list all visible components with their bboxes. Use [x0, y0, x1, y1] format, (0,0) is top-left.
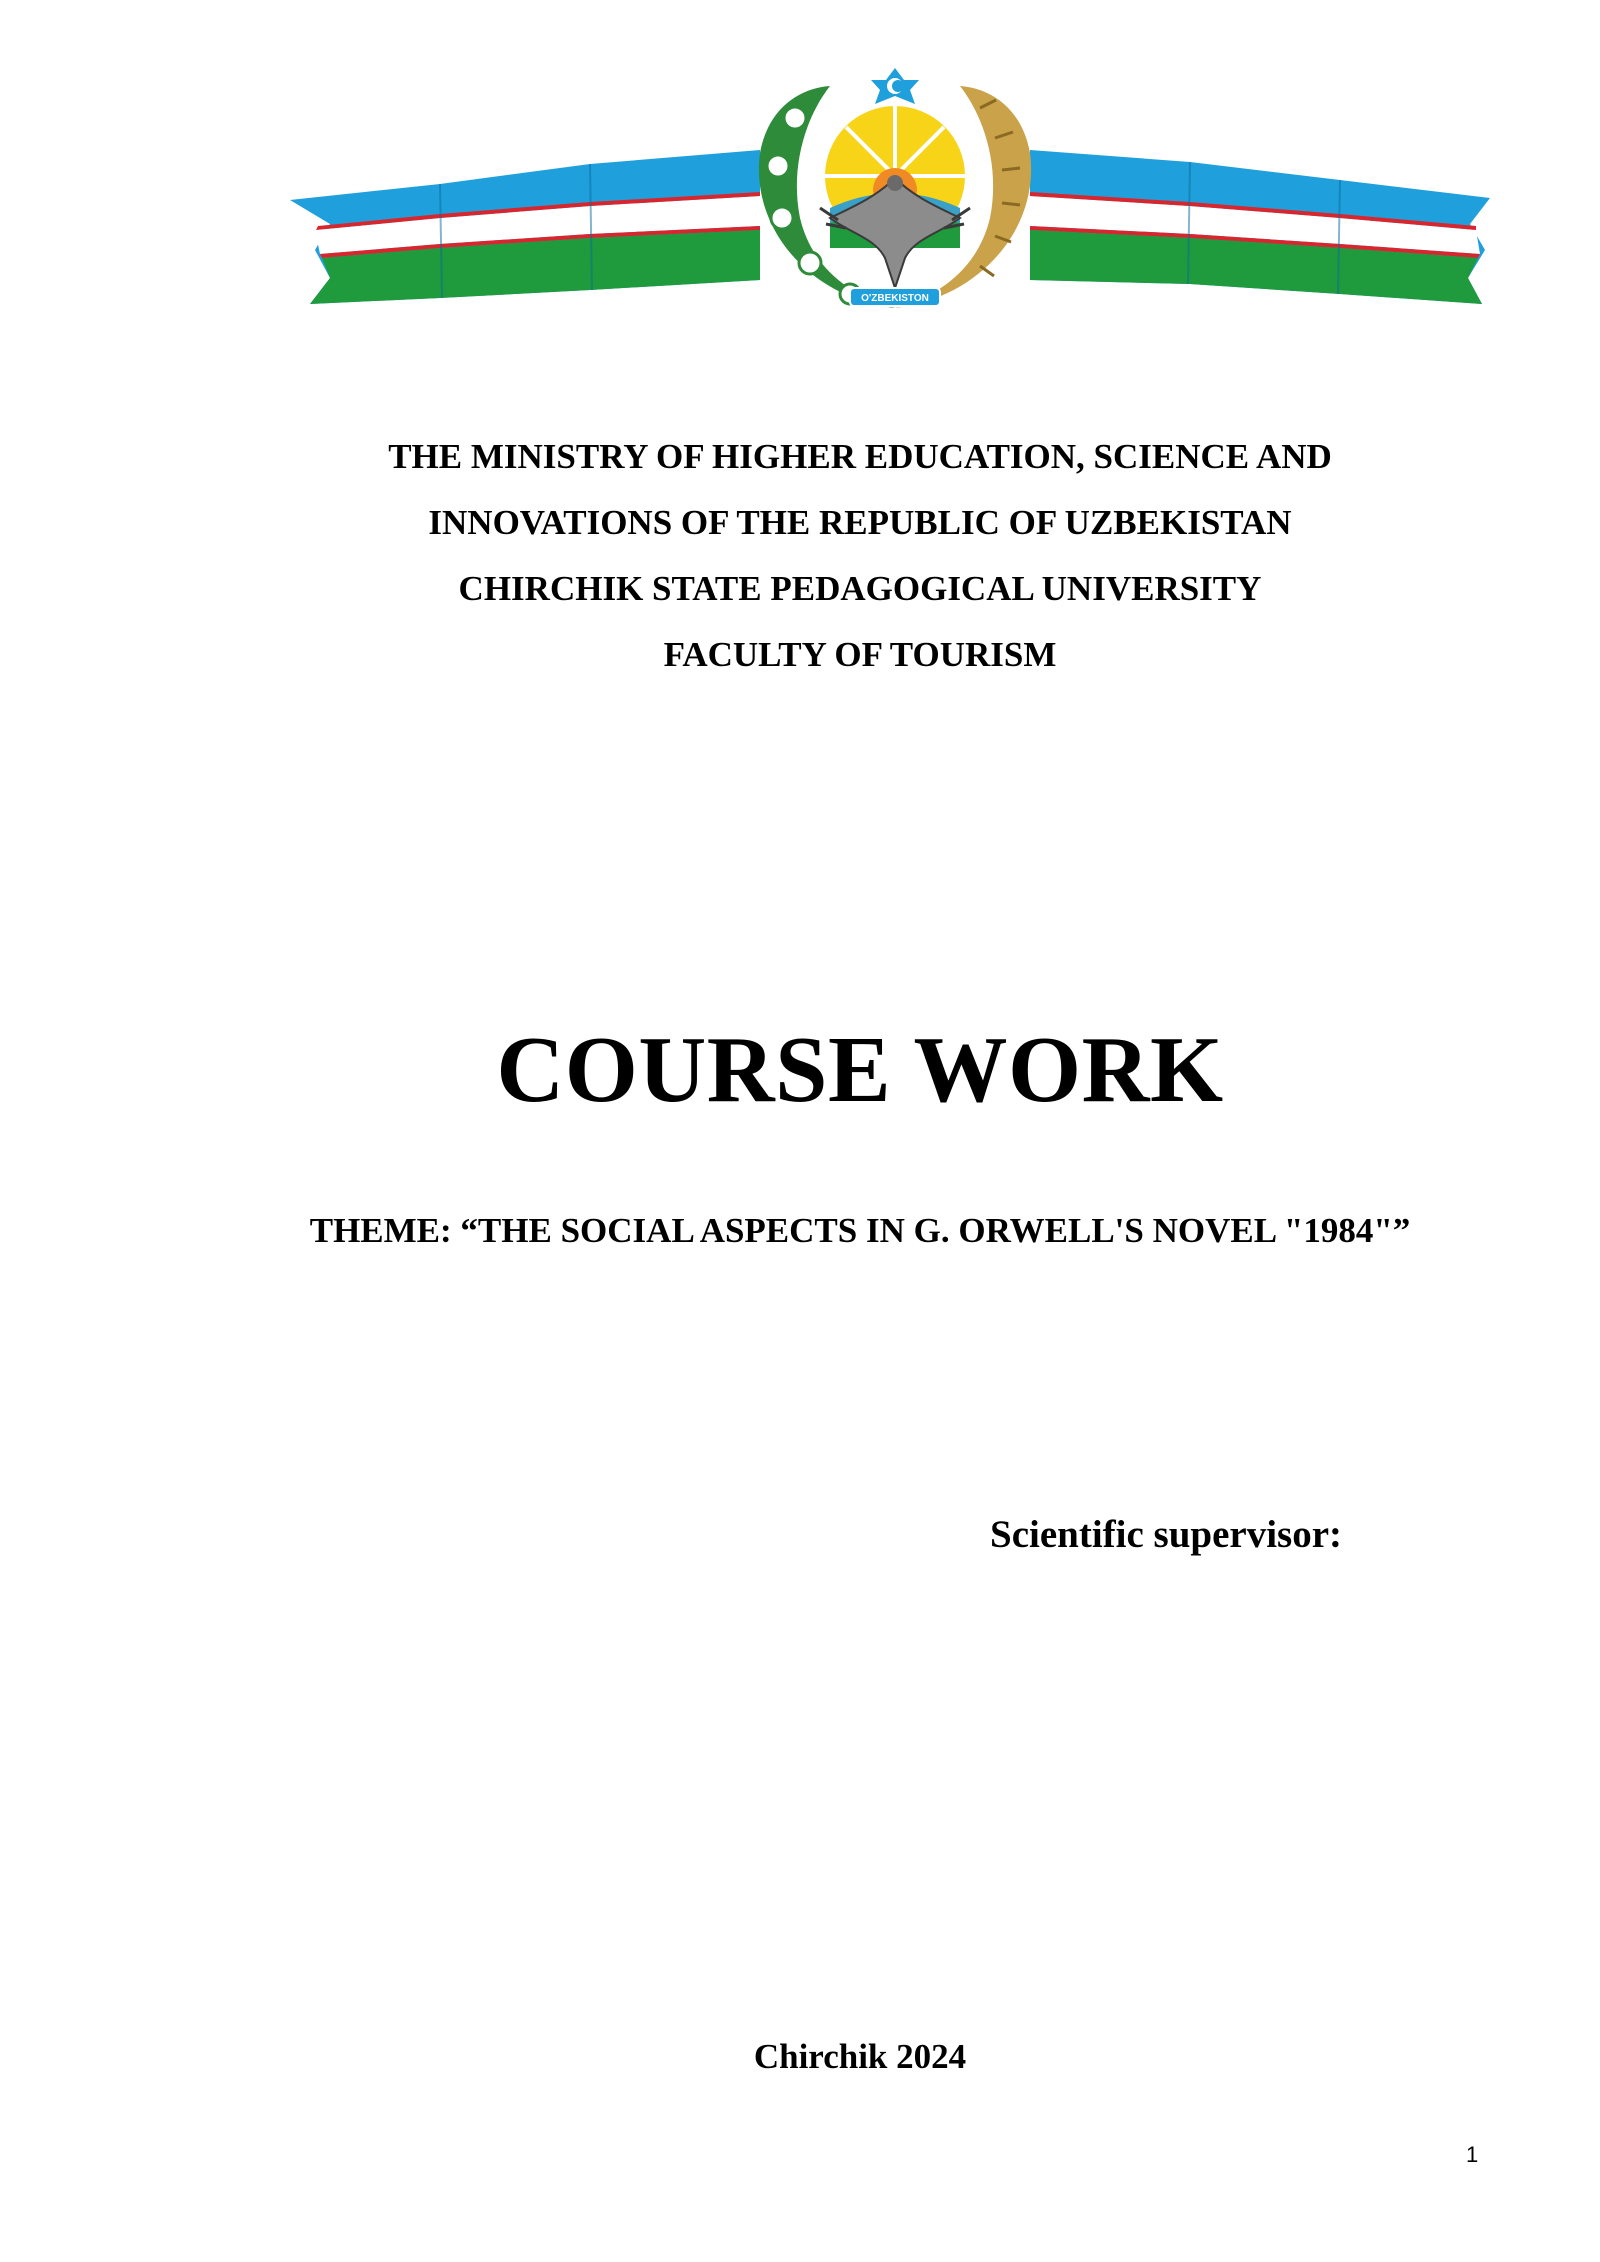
header-emblem-banner [290, 58, 1500, 328]
state-emblem [759, 68, 1031, 308]
state-emblem-with-flags [290, 58, 1500, 328]
page-number: 1 [1466, 2142, 1479, 2167]
left-flag-ribbon [290, 150, 760, 304]
ministry-line-2: INNOVATIONS OF THE REPUBLIC OF UZBEKISTAN [428, 503, 1292, 542]
institution-header [0, 424, 1600, 688]
ministry-line-1: THE MINISTRY OF HIGHER EDUCATION, SCIENCE AND [388, 437, 1332, 476]
emblem-ribbon-text: O'ZBEKISTON [861, 293, 929, 304]
scientific-supervisor-label: Scientific supervisor: [990, 1513, 1343, 1556]
right-flag-ribbon [1030, 150, 1490, 304]
document-title: COURSE WORK [496, 1018, 1224, 1122]
faculty-name: FACULTY OF TOURISM [663, 635, 1057, 674]
city-year: Chirchik 2024 [753, 2037, 967, 2076]
work-theme: THEME: “THE SOCIAL ASPECTS IN G. ORWELL'S NOVEL "1984"” [309, 1211, 1411, 1250]
university-name: CHIRCHIK STATE PEDAGOGICAL UNIVERSITY [458, 569, 1262, 608]
